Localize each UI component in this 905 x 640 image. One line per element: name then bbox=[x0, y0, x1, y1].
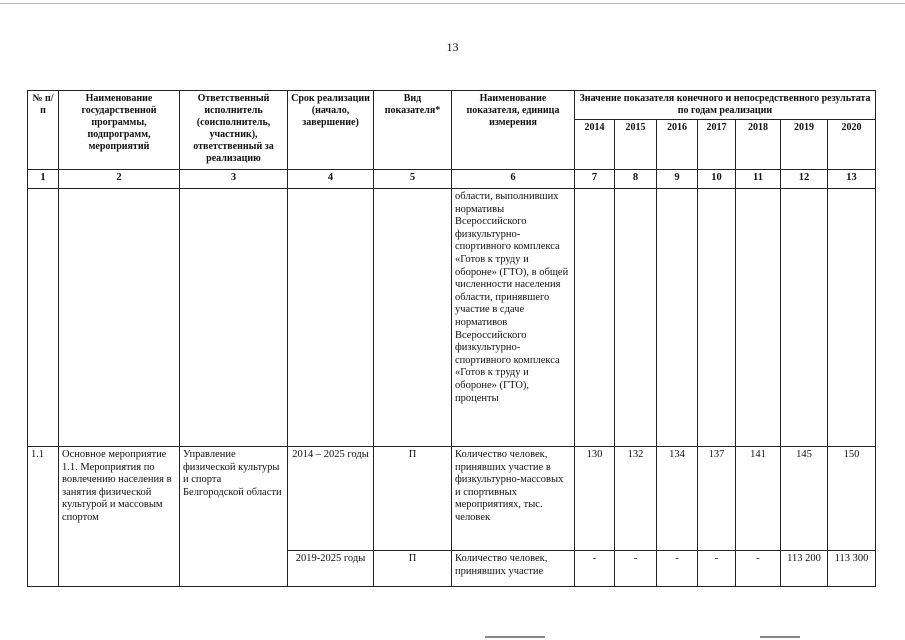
column-number: 7 bbox=[575, 170, 615, 189]
table-cell bbox=[180, 189, 288, 447]
header-indicator-type: Вид показателя* bbox=[374, 91, 452, 170]
table-cell bbox=[288, 189, 374, 447]
value-cell: 150 bbox=[828, 447, 876, 551]
header-term: Срок реализации (начало, завершение) bbox=[288, 91, 374, 170]
indicator-name-cell: области, выполнивших нормативы Всероссийского физкультурно-спортивного комплекса «Готов к труду и обороне» (ГТО), в общей численности населения области, принявшего участие в сдаче нормативов Всероссийского физкультурно-спортивного комплекса «Готов к труду и обороне» (ГТО), проценты bbox=[452, 189, 575, 447]
column-number: 13 bbox=[828, 170, 876, 189]
header-indicator-name: Наименование показателя, единица измерения bbox=[452, 91, 575, 170]
header-row-1 bbox=[28, 91, 876, 120]
row-number-cell: 1.1 bbox=[28, 447, 59, 587]
page-number: 13 bbox=[446, 40, 459, 54]
header-executor: Ответственный исполнитель (соисполнитель, участник), ответственный за реализацию bbox=[180, 91, 288, 170]
header-year: 2018 bbox=[736, 120, 781, 170]
column-number: 2 bbox=[59, 170, 180, 189]
indicator-name-cell: Количество человек, принявших участие bbox=[452, 551, 575, 587]
table-cell bbox=[657, 189, 698, 447]
header-year: 2014 bbox=[575, 120, 615, 170]
column-number: 5 bbox=[374, 170, 452, 189]
column-number-row bbox=[28, 170, 876, 189]
table-cell bbox=[828, 189, 876, 447]
indicator-name-cell: Количество человек, принявших участие в физкультурно-массовых и спортивных мероприятиях, тыс. человек bbox=[452, 447, 575, 551]
value-cell: - bbox=[736, 551, 781, 587]
column-number: 9 bbox=[657, 170, 698, 189]
indicator-type-cell: П bbox=[374, 447, 452, 551]
value-cell: 134 bbox=[657, 447, 698, 551]
header-year: 2016 bbox=[657, 120, 698, 170]
value-cell: - bbox=[698, 551, 736, 587]
bottom-scan-marks bbox=[0, 636, 905, 638]
header-number: № п/п bbox=[28, 91, 59, 170]
value-cell: 130 bbox=[575, 447, 615, 551]
indicator-table bbox=[27, 90, 876, 587]
table-cell bbox=[374, 189, 452, 447]
table-cell bbox=[615, 189, 657, 447]
header-program-name: Наименование государственной программы, подпрограмм, мероприятий bbox=[59, 91, 180, 170]
header-year: 2020 bbox=[828, 120, 876, 170]
term-cell: 2014 – 2025 годы bbox=[288, 447, 374, 551]
header-year: 2017 bbox=[698, 120, 736, 170]
column-number: 12 bbox=[781, 170, 828, 189]
column-number: 6 bbox=[452, 170, 575, 189]
top-scan-rule bbox=[0, 3, 905, 4]
value-cell: 137 bbox=[698, 447, 736, 551]
value-cell: - bbox=[657, 551, 698, 587]
column-number: 10 bbox=[698, 170, 736, 189]
value-cell: 145 bbox=[781, 447, 828, 551]
value-cell: - bbox=[615, 551, 657, 587]
executor-cell: Управление физической культуры и спорта Белгородской области bbox=[180, 447, 288, 587]
column-number: 3 bbox=[180, 170, 288, 189]
value-cell: 141 bbox=[736, 447, 781, 551]
header-year: 2015 bbox=[615, 120, 657, 170]
table-cell bbox=[28, 189, 59, 447]
column-number: 4 bbox=[288, 170, 374, 189]
header-values-by-year: Значение показателя конечного и непосредственного результата по годам реализации bbox=[575, 91, 876, 120]
scan-mark bbox=[485, 636, 545, 638]
program-name-cell: Основное мероприятие 1.1. Мероприятия по вовлечению населения в занятия физической культурой и массовым спортом bbox=[59, 447, 180, 587]
continuation-row bbox=[28, 189, 876, 447]
table-row bbox=[28, 447, 876, 551]
table-cell bbox=[781, 189, 828, 447]
value-cell: 113 200 bbox=[781, 551, 828, 587]
table-cell bbox=[736, 189, 781, 447]
scan-mark bbox=[760, 636, 800, 638]
table-cell bbox=[59, 189, 180, 447]
value-cell: 132 bbox=[615, 447, 657, 551]
table-cell bbox=[698, 189, 736, 447]
value-cell: 113 300 bbox=[828, 551, 876, 587]
column-number: 1 bbox=[28, 170, 59, 189]
term-cell: 2019-2025 годы bbox=[288, 551, 374, 587]
value-cell: - bbox=[575, 551, 615, 587]
column-number: 11 bbox=[736, 170, 781, 189]
table-cell bbox=[575, 189, 615, 447]
column-number: 8 bbox=[615, 170, 657, 189]
indicator-type-cell: П bbox=[374, 551, 452, 587]
header-year: 2019 bbox=[781, 120, 828, 170]
